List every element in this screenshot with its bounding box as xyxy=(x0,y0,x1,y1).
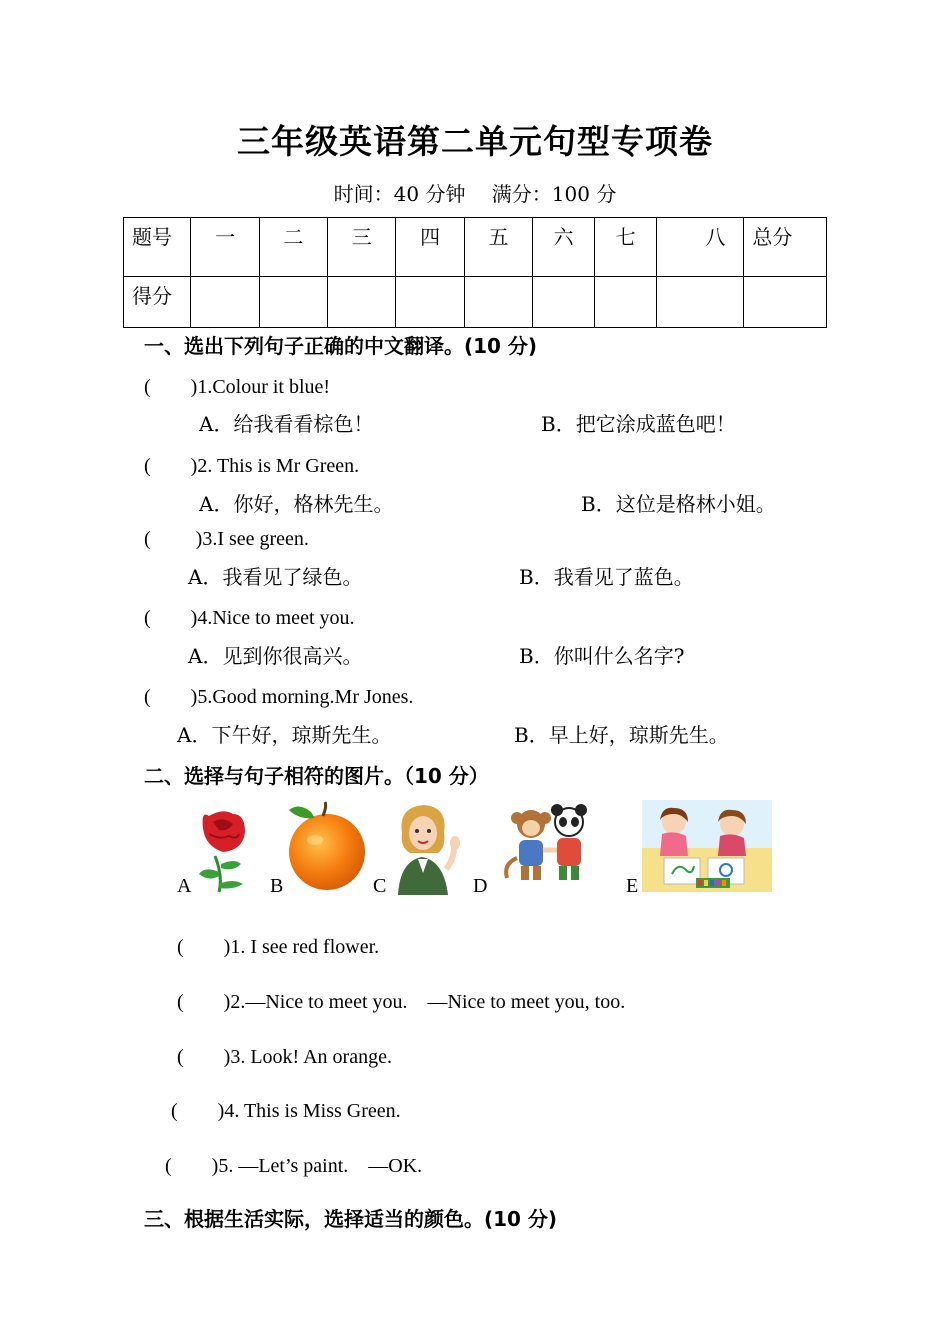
score-col-1: 一 xyxy=(191,218,259,277)
score-col-4: 四 xyxy=(396,218,464,277)
page-title: 三年级英语第二单元句型专项卷 xyxy=(237,122,713,161)
children-painting-icon xyxy=(642,800,772,892)
score-col-7: 七 xyxy=(594,218,657,277)
s1-q2-option-a: A．你好，格林先生。 xyxy=(199,492,394,516)
picture-letter-d: D xyxy=(473,875,488,897)
orange-icon xyxy=(285,800,370,892)
score-cell[interactable] xyxy=(259,277,327,328)
s2-question-4: ( )4. This is Miss Green. xyxy=(171,1100,401,1122)
s1-question-2: ( )2. This is Mr Green. xyxy=(144,455,360,477)
score-row-label: 得分 xyxy=(124,277,191,328)
score-cell[interactable] xyxy=(657,277,744,328)
picture-letter-e: E xyxy=(626,875,639,897)
score-cell[interactable] xyxy=(533,277,595,328)
s1-q5-option-b: B．早上好，琼斯先生。 xyxy=(514,723,729,747)
s1-question-3: ( )3.I see green. xyxy=(144,528,309,550)
score-cell[interactable] xyxy=(464,277,532,328)
s1-q3-option-b: B．我看见了蓝色。 xyxy=(519,565,694,589)
s1-q5-option-a: A．下午好，琼斯先生。 xyxy=(177,723,392,747)
section2-heading: 二、选择与句子相符的图片。（10 分） xyxy=(144,764,489,788)
s1-q1-option-b: B．把它涂成蓝色吧！ xyxy=(541,412,736,436)
s2-question-5: ( )5. —Let’s paint. —OK. xyxy=(165,1155,423,1177)
s1-q4-option-a: A．见到你很高兴。 xyxy=(188,644,363,668)
score-cell[interactable] xyxy=(396,277,464,328)
score-table xyxy=(123,217,827,328)
score-cell[interactable] xyxy=(328,277,396,328)
score-col-5: 五 xyxy=(464,218,532,277)
section3-heading: 三、根据生活实际，选择适当的颜色。(10 分) xyxy=(144,1207,558,1231)
s1-q2-option-b: B．这位是格林小姐。 xyxy=(581,492,776,516)
s1-question-5: ( )5.Good morning.Mr Jones. xyxy=(144,686,414,708)
picture-letter-c: C xyxy=(373,875,387,897)
score-col-2: 二 xyxy=(259,218,327,277)
score-col-3: 三 xyxy=(328,218,396,277)
s1-q4-option-b: B．你叫什么名字? xyxy=(519,644,685,668)
picture-letter-b: B xyxy=(270,875,284,897)
section1-heading: 一、选出下列句子正确的中文翻译。(10 分) xyxy=(144,334,538,358)
score-cell[interactable] xyxy=(594,277,657,328)
monkey-panda-handshake-icon xyxy=(497,800,605,888)
picture-letter-a: A xyxy=(177,875,192,897)
exam-info: 时间：40 分钟 满分：100 分 xyxy=(333,182,617,206)
score-cell[interactable] xyxy=(191,277,259,328)
s1-q3-option-a: A．我看见了绿色。 xyxy=(188,565,363,589)
rose-icon xyxy=(193,806,259,894)
s2-question-1: ( )1. I see red flower. xyxy=(177,936,380,958)
s2-question-2: ( )2.—Nice to meet you. —Nice to meet you, too. xyxy=(177,991,626,1013)
s1-q1-option-a: A．给我看看棕色！ xyxy=(199,412,374,436)
score-col-6: 六 xyxy=(533,218,595,277)
score-cell[interactable] xyxy=(744,277,827,328)
woman-waving-icon xyxy=(392,803,466,895)
score-col-total: 总分 xyxy=(744,218,827,277)
s1-question-1: ( )1.Colour it blue! xyxy=(144,376,331,398)
s1-question-4: ( )4.Nice to meet you. xyxy=(144,607,355,629)
score-header-label: 题号 xyxy=(124,218,191,277)
s2-question-3: ( )3. Look! An orange. xyxy=(177,1046,392,1068)
score-col-8: 八 xyxy=(657,218,744,277)
